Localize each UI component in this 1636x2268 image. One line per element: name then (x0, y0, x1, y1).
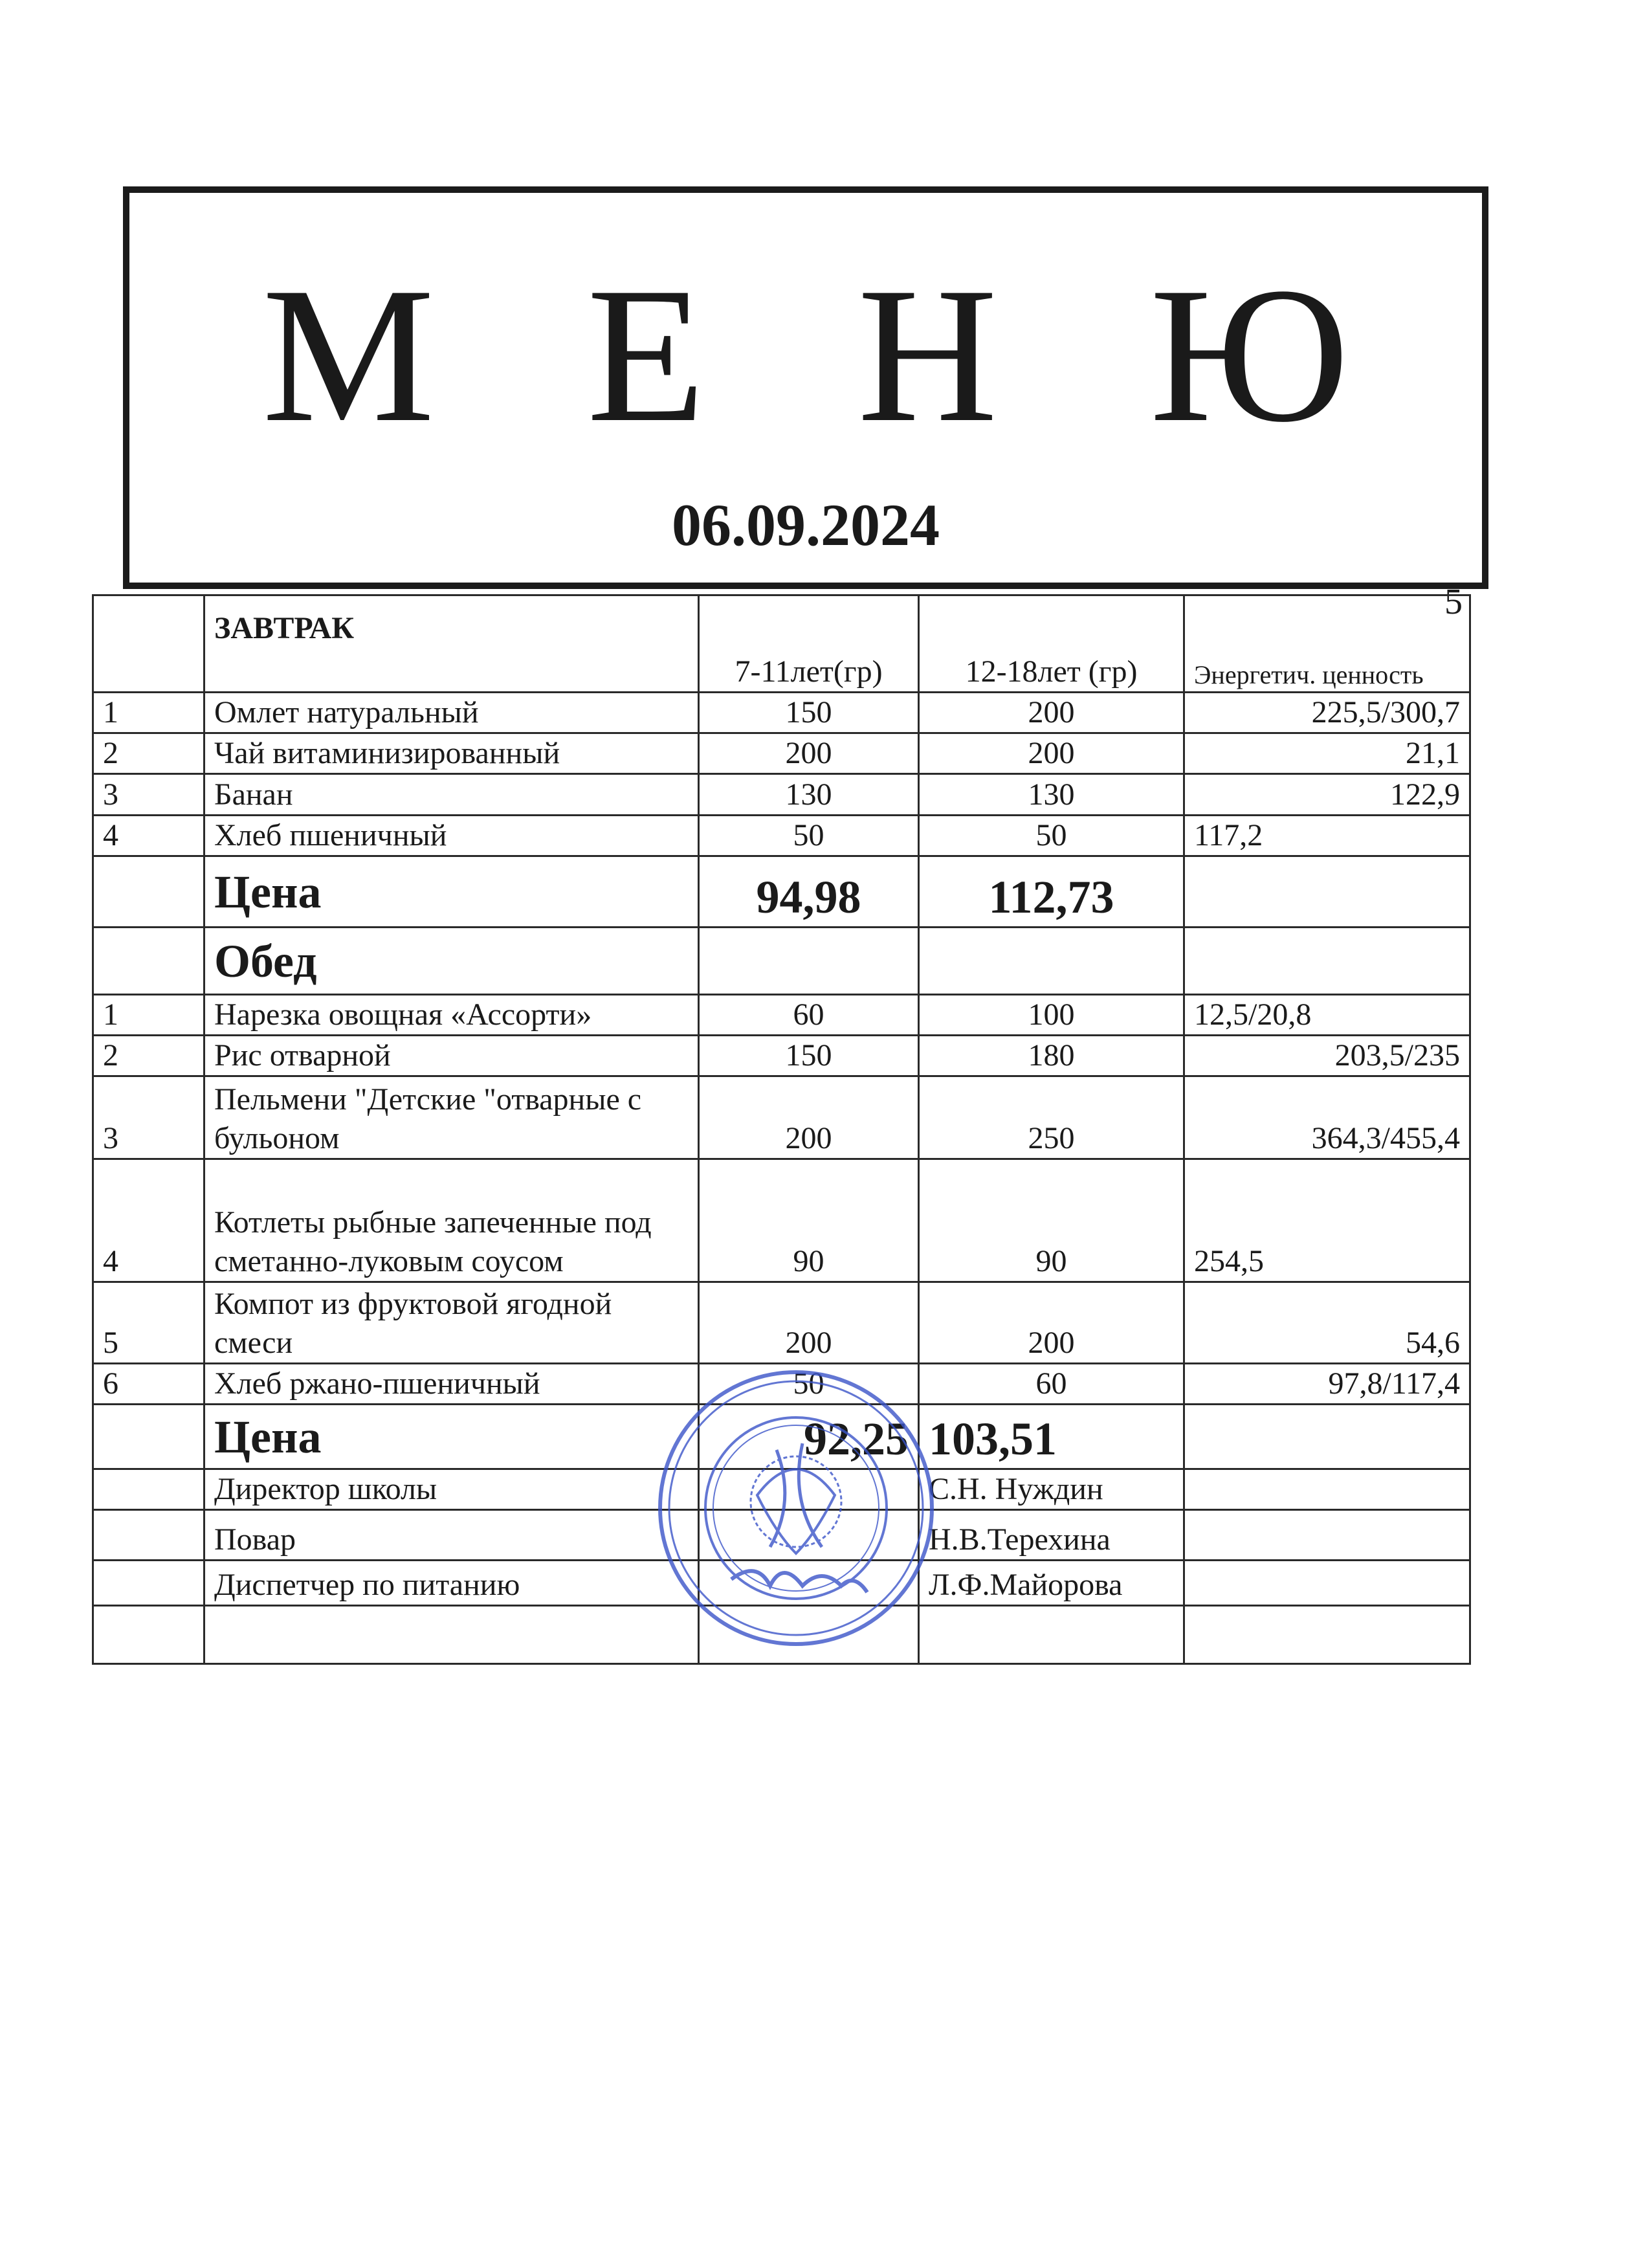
signature-role: Повар (204, 1510, 699, 1561)
header-row (93, 595, 1470, 693)
signature-name: С.Н. Нуждин (919, 1469, 1184, 1510)
row-num: 4 (93, 1159, 204, 1282)
energy-value: 97,8/117,4 (1184, 1364, 1470, 1405)
price-age1: 92,25 (699, 1405, 919, 1469)
col-energy: Энергетич. ценность (1184, 595, 1470, 693)
title-box (123, 186, 1488, 589)
dish-name: Компот из фруктовой ягодной смеси (204, 1282, 699, 1364)
table-row (93, 995, 1470, 1036)
empty-cell (1184, 856, 1470, 928)
empty-cell (1184, 1469, 1470, 1510)
portion-age1: 150 (699, 693, 919, 733)
signature-role: Диспетчер по питанию (204, 1561, 699, 1606)
table-row (93, 693, 1470, 733)
dish-name: Хлеб пшеничный (204, 816, 699, 856)
dish-name: Рис отварной (204, 1036, 699, 1076)
empty-cell (1184, 1606, 1470, 1664)
energy-value: 364,3/455,4 (1184, 1076, 1470, 1159)
row-num: 3 (93, 774, 204, 816)
empty-cell (1184, 1405, 1470, 1469)
row-num: 2 (93, 733, 204, 774)
empty-cell (93, 1469, 204, 1510)
row-num: 1 (93, 995, 204, 1036)
portion-age2: 50 (919, 816, 1184, 856)
portion-age2: 100 (919, 995, 1184, 1036)
page-number: 5 (1444, 582, 1463, 622)
empty-cell (1184, 928, 1470, 995)
dish-name: Котлеты рыбные запеченные под сметанно-луковым соусом (204, 1159, 699, 1282)
portion-age1: 200 (699, 733, 919, 774)
energy-value: 225,5/300,7 (1184, 693, 1470, 733)
dish-name: Банан (204, 774, 699, 816)
portion-age2: 200 (919, 1282, 1184, 1364)
dish-name: Пельмени "Детские "отварные с бульоном (204, 1076, 699, 1159)
row-num: 5 (93, 1282, 204, 1364)
col-age2: 12-18лет (гр) (919, 595, 1184, 693)
energy-value: 21,1 (1184, 733, 1470, 774)
dish-name: Омлет натуральный (204, 693, 699, 733)
portion-age1: 150 (699, 1036, 919, 1076)
row-num: 4 (93, 816, 204, 856)
price-age2: 112,73 (919, 856, 1184, 928)
dish-name: Нарезка овощная «Ассорти» (204, 995, 699, 1036)
dish-name: Чай витаминизированный (204, 733, 699, 774)
price-label: Цена (204, 1405, 699, 1469)
row-num: 6 (93, 1364, 204, 1405)
portion-age2: 200 (919, 733, 1184, 774)
empty-cell (93, 1510, 204, 1561)
empty-cell (204, 1606, 699, 1664)
portion-age1: 50 (699, 1364, 919, 1405)
empty-cell (1184, 1561, 1470, 1606)
price-label: Цена (204, 856, 699, 928)
portion-age2: 130 (919, 774, 1184, 816)
page-title: М Е Н Ю (262, 247, 1401, 462)
portion-age1: 50 (699, 816, 919, 856)
menu-date: 06.09.2024 (672, 492, 940, 558)
portion-age2: 60 (919, 1364, 1184, 1405)
section-lunch: Обед (204, 928, 699, 995)
portion-age1: 90 (699, 1159, 919, 1282)
portion-age1: 200 (699, 1282, 919, 1364)
empty-cell (93, 856, 204, 928)
row-num: 3 (93, 1076, 204, 1159)
empty-cell (93, 1405, 204, 1469)
header-num-cell (93, 595, 204, 693)
empty-cell (919, 1606, 1184, 1664)
table-row (93, 733, 1470, 774)
signature-name: Л.Ф.Майорова (919, 1561, 1184, 1606)
table-row (93, 816, 1470, 856)
empty-cell (699, 928, 919, 995)
section-lunch-row (93, 928, 1470, 995)
price-age2: 103,51 (919, 1405, 1184, 1469)
row-num: 1 (93, 693, 204, 733)
table-row (93, 1159, 1470, 1282)
energy-value: 12,5/20,8 (1184, 995, 1470, 1036)
energy-value: 122,9 (1184, 774, 1470, 816)
energy-value: 117,2 (1184, 816, 1470, 856)
portion-age2: 180 (919, 1036, 1184, 1076)
col-age1: 7-11лет(гр) (699, 595, 919, 693)
signature-role: Директор школы (204, 1469, 699, 1510)
table-row (93, 1076, 1470, 1159)
empty-cell (93, 928, 204, 995)
empty-cell (93, 1561, 204, 1606)
empty-cell (1184, 1510, 1470, 1561)
portion-age1: 60 (699, 995, 919, 1036)
portion-age1: 130 (699, 774, 919, 816)
portion-age2: 90 (919, 1159, 1184, 1282)
energy-value: 254,5 (1184, 1159, 1470, 1282)
energy-value: 54,6 (1184, 1282, 1470, 1364)
section-breakfast: ЗАВТРАК (204, 595, 699, 693)
portion-age1: 200 (699, 1076, 919, 1159)
table-row (93, 774, 1470, 816)
portion-age2: 250 (919, 1076, 1184, 1159)
signature-name: Н.В.Терехина (919, 1510, 1184, 1561)
row-num: 2 (93, 1036, 204, 1076)
price-row-breakfast (93, 856, 1470, 928)
price-age1: 94,98 (699, 856, 919, 928)
portion-age2: 200 (919, 693, 1184, 733)
dish-name: Хлеб ржано-пшеничный (204, 1364, 699, 1405)
empty-cell (919, 928, 1184, 995)
table-row (93, 1036, 1470, 1076)
energy-value: 203,5/235 (1184, 1036, 1470, 1076)
table-row (93, 1282, 1470, 1364)
official-stamp-icon (654, 1366, 938, 1651)
empty-cell (93, 1606, 204, 1664)
